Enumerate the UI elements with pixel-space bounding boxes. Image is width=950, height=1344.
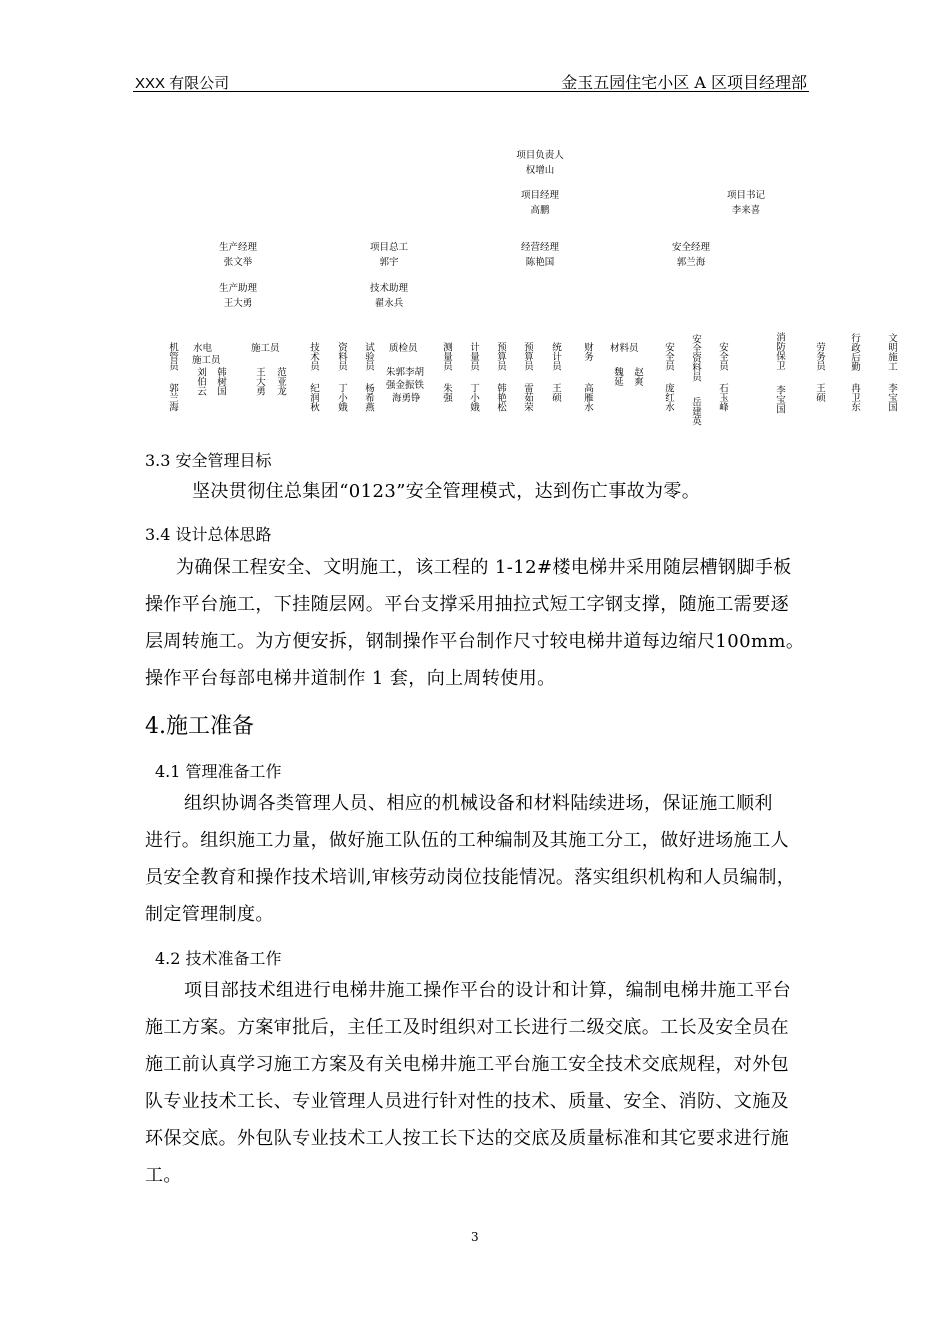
- role-shigong: 施工员: [251, 343, 280, 354]
- org-production-assistant: [173, 281, 303, 311]
- section-3-4-line-1: 为确保工程安全、文明施工，该工程的 1-12#楼电梯井采用随层槽钢脚手板: [176, 557, 792, 578]
- role-jiliang: 计量员: [468, 342, 479, 371]
- section-4-2-title: 4.2 技术准备工作: [155, 949, 282, 968]
- header-rule: [133, 91, 809, 92]
- role-yusuan-2: 预算员: [522, 342, 533, 371]
- role-shuidian-2: 施工员: [192, 355, 221, 366]
- org-manager-name: 高鹏: [530, 205, 550, 216]
- role-caiwu: 财务: [582, 342, 593, 361]
- role-celiang-name: 朱强: [441, 383, 452, 402]
- role-zhijian-names-2: 强金振铁: [386, 380, 425, 391]
- role-anquan-2: 安全员: [717, 342, 728, 371]
- role-anquan-1: 安全员: [663, 342, 674, 371]
- role-xingzheng: 行政后勤: [849, 333, 860, 371]
- role-zhijian-names-3: 海勇铮: [392, 393, 421, 404]
- header-company: XXX 有限公司: [135, 75, 230, 92]
- org-leader-name: 权增山: [525, 165, 555, 176]
- role-anquan-ziliao: 安全资料员: [690, 334, 701, 382]
- role-caiwu-name: 高雁水: [582, 383, 593, 412]
- header-project: 金玉五园住宅小区 A 区项目经理部: [561, 73, 807, 92]
- role-shuidian-name-2: 韩树国: [215, 367, 226, 396]
- section-3-4-line-3: 层周转施工。为方便安拆，钢制操作平台制作尺寸较电梯井道每边缩尺100mm。: [145, 631, 805, 652]
- org-safety-manager-title: 安全经理: [671, 242, 710, 253]
- section-4-2-line-4: 队专业技术工长、专业管理人员进行针对性的技术、质量、安全、消防、文施及: [145, 1091, 789, 1112]
- org-business-manager: [475, 240, 605, 270]
- section-4-2-line-1: 项目部技术组进行电梯井施工操作平台的设计和计算，编制电梯井施工平台: [184, 980, 792, 1001]
- role-laowu: 劳务员: [814, 342, 825, 371]
- section-4-2-line-6: 工。: [145, 1165, 182, 1186]
- role-jiguan: 机管员: [167, 342, 178, 371]
- role-anquan-1-name: 庞红水: [663, 383, 674, 412]
- org-leader-title: 项目负责人: [516, 150, 564, 161]
- section-4-1-line-2: 进行。组织施工力量，做好施工队伍的工种编制及其施工分工，做好进场施工人: [145, 830, 789, 851]
- section-3-4-line-4: 操作平台每部电梯井道制作 1 套，向上周转使用。: [145, 668, 556, 689]
- section-3-3-paragraph: 坚决贯彻住总集团“0123”安全管理模式，达到伤亡事故为零。: [192, 481, 701, 502]
- role-shigong-name-2: 范亚龙: [275, 367, 286, 396]
- role-cailiao: 材料员: [610, 343, 639, 354]
- role-xingzheng-name: 冉卫东: [849, 383, 860, 412]
- role-celiang: 测量员: [441, 342, 452, 371]
- role-yusuan-2-name: 雷茹荣: [522, 383, 533, 412]
- role-yusuan-1-name: 韩艳松: [495, 383, 506, 412]
- org-production-manager-name: 张文举: [223, 257, 253, 268]
- org-chief-engineer-title: 项目总工: [369, 242, 408, 253]
- org-technical-assistant-title: 技术助理: [369, 283, 408, 294]
- role-laowu-name: 王硕: [814, 383, 825, 402]
- role-zhijian-names-1: 朱郭李胡: [386, 367, 425, 378]
- org-production-manager-title: 生产经理: [218, 242, 257, 253]
- role-xiaofang-name: 李宝国: [774, 385, 785, 414]
- org-business-manager-name: 陈艳国: [525, 257, 555, 268]
- role-zhijian: 质检员: [389, 343, 418, 354]
- org-safety-manager-name: 郭兰海: [676, 257, 706, 268]
- role-wenming-name: 李宝国: [886, 383, 897, 412]
- role-ziliao: 资料员: [336, 342, 347, 371]
- org-production-manager: [173, 240, 303, 270]
- org-chief-engineer-name: 郭宇: [379, 257, 399, 268]
- section-4-2-line-2: 施工方案。方案审批后，主任工及时组织对工长进行二级交底。工长及安全员在: [145, 1017, 789, 1038]
- section-4-2-line-3: 施工前认真学习施工方案及有关电梯井施工平台施工安全技术交底规程，对外包: [145, 1054, 789, 1075]
- org-manager-title: 项目经理: [520, 190, 559, 201]
- role-shigong-name-1: 王大勇: [254, 367, 265, 396]
- section-4-1-title: 4.1 管理准备工作: [155, 762, 282, 781]
- section-3-3-title: 3.3 安全管理目标: [145, 451, 272, 470]
- role-shuidian: 水电: [193, 343, 213, 354]
- org-secretary-name: 李来喜: [731, 205, 761, 216]
- role-tongji: 统计员: [550, 342, 561, 371]
- role-ziliao-name: 丁小娥: [336, 383, 347, 412]
- org-production-assistant-title: 生产助理: [218, 283, 257, 294]
- role-shiyan-name: 杨希燕: [363, 383, 374, 412]
- org-technical-assistant: [324, 281, 454, 311]
- role-anquan-ziliao-name: 岳建英: [690, 397, 701, 426]
- heading-4: 4.施工准备: [145, 714, 254, 739]
- section-3-4-line-2: 操作平台施工，下挂随层网。平台支撑采用抽拉式短工字钢支撑，随施工需要逐: [145, 594, 789, 615]
- role-shiyan: 试验员: [363, 342, 374, 371]
- org-manager: [475, 188, 605, 218]
- role-jiliang-name: 丁小娥: [468, 383, 479, 412]
- role-wenming: 文明施工: [886, 333, 897, 371]
- section-4-1-line-1: 组织协调各类管理人员、相应的机械设备和材料陆续进场，保证施工顺利: [184, 793, 773, 814]
- role-cailiao-name-2: 赵爽: [632, 367, 643, 386]
- org-secretary: [681, 188, 811, 218]
- section-4-2-line-5: 环保交底。外包队专业技术工人按工长下达的交底及质量标准和其它要求进行施: [145, 1128, 789, 1149]
- org-production-assistant-name: 王大勇: [223, 298, 253, 309]
- role-jiguan-name: 郭兰海: [167, 383, 178, 412]
- section-4-1-line-3: 员安全教育和操作技术培训,审核劳动岗位技能情况。落实组织机构和人员编制，: [145, 867, 796, 888]
- role-anquan-2-name: 石玉峰: [717, 383, 728, 412]
- org-technical-assistant-name: 翟永兵: [374, 298, 404, 309]
- section-4-1-line-4: 制定管理制度。: [145, 904, 274, 925]
- org-chief-engineer: [324, 240, 454, 270]
- org-leader: [475, 148, 605, 178]
- role-cailiao-name-1: 魏延: [612, 367, 623, 386]
- role-yusuan-1: 预算员: [495, 342, 506, 371]
- role-xiaofang: 消防保卫: [774, 332, 785, 370]
- section-3-4-title: 3.4 设计总体思路: [145, 525, 272, 544]
- role-shuidian-name-1: 刘伯云: [195, 367, 206, 396]
- org-safety-manager: [626, 240, 756, 270]
- role-jishu-name: 纪润秋: [308, 383, 319, 412]
- org-business-manager-title: 经营经理: [520, 242, 559, 253]
- page-number: 3: [471, 1230, 479, 1244]
- org-secretary-title: 项目书记: [726, 190, 765, 201]
- role-tongji-name: 王硕: [550, 383, 561, 402]
- role-jishu: 技术员: [308, 342, 319, 371]
